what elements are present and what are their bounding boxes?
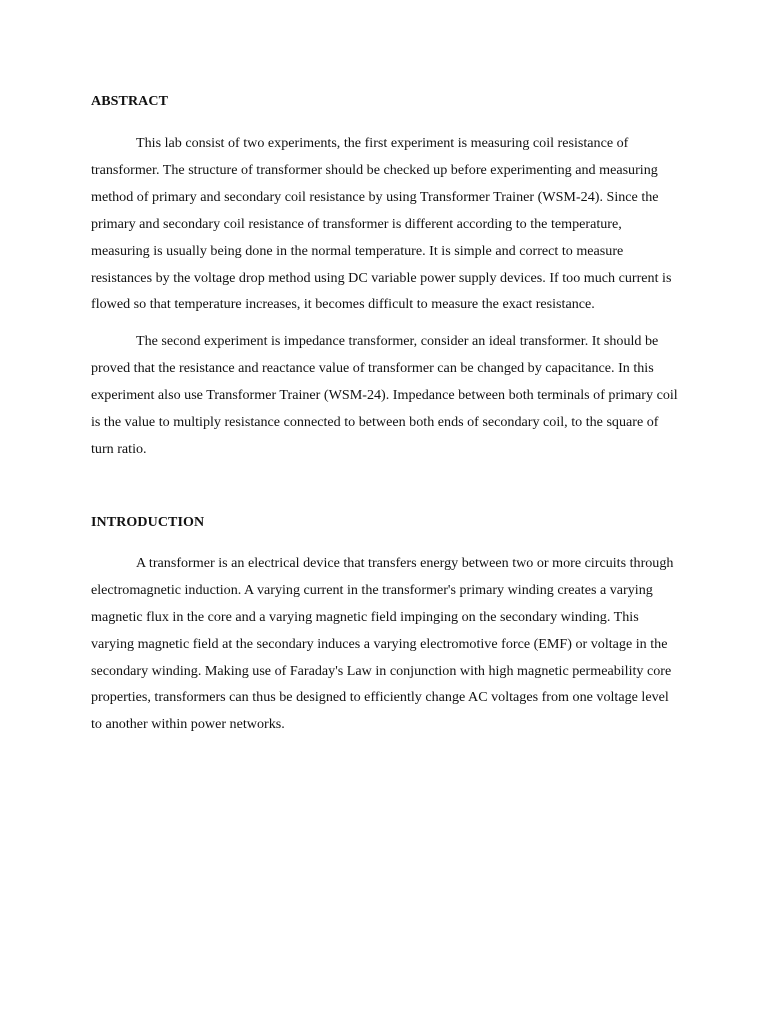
introduction-heading: INTRODUCTION (91, 514, 205, 530)
document-body (91, 92, 681, 738)
abstract-paragraph-1: This lab consist of two experiments, the first experiment is measuring coil resistance of transformer. The structure of transformer should be checked up before experimenting and measuring method of primary and secondary coil resistance by using Transformer Trainer (WSM-24). Since the primary and secondary coil resistance of transformer is different according to the temperature, measuring is usually being done in the normal temperature. It is simple and correct to measure resistances by the voltage drop method using DC variable power supply devices. If too much current is flowed so that temperature increases, it becomes difficult to measure the exact resistance. (91, 135, 672, 313)
abstract-heading: ABSTRACT (91, 94, 169, 109)
introduction-paragraph-1: A transformer is an electrical device that transfers energy between two or more circuits through electromagnetic induction. A varying current in the transformer's primary winding creates a varying magnetic flux in the core and a varying magnetic field impinging on the secondary winding. This varying magnetic field at the secondary induces a varying electromotive force (EMF) or voltage in the secondary winding. Making use of Faraday's Law in conjunction with high magnetic permeability core properties, transformers can thus be designed to efficiently change AC voltages from one voltage level to another within power networks. (91, 554, 674, 733)
abstract-paragraph-2: The second experiment is impedance transformer, consider an ideal transformer. It should be proved that the resistance and reactance value of transformer can be changed by capacitance. In this experiment also use Transformer Trainer (WSM-24). Impedance between both terminals of primary coil is the value to multiply resistance connected to between both ends of secondary coil, to the square of turn ratio. (91, 333, 678, 457)
